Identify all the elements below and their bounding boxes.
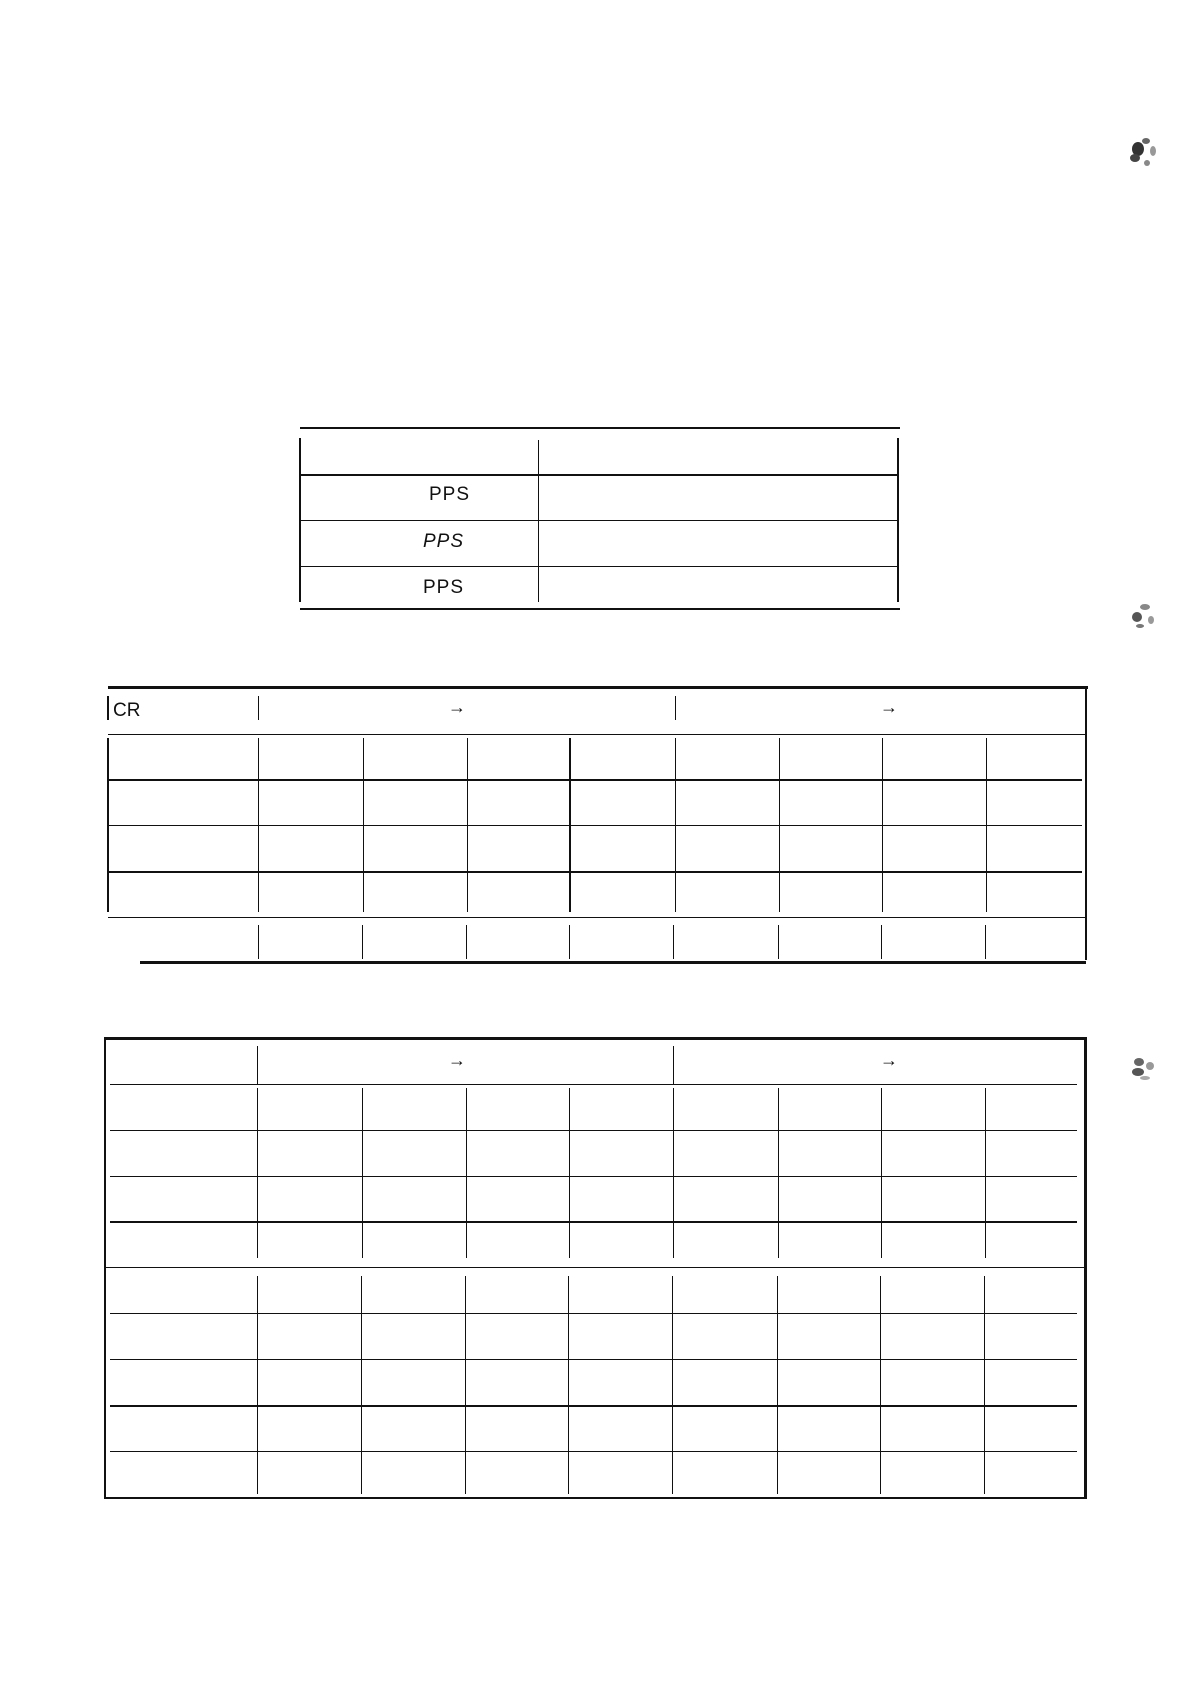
table3-row-rule xyxy=(110,1130,1077,1131)
table2-column-divider xyxy=(363,738,364,912)
punch-hole-mark xyxy=(1128,136,1164,172)
table3-right-border xyxy=(1084,1037,1087,1499)
table1-column-divider xyxy=(538,440,539,602)
table3-row-rule xyxy=(110,1221,1077,1223)
table3-column-divider xyxy=(361,1276,362,1494)
table2-header-rule xyxy=(108,734,1086,735)
table2-column-divider xyxy=(362,925,363,959)
table3-row-rule xyxy=(110,1313,1077,1314)
table3-column-divider xyxy=(672,1276,673,1494)
table3-column-divider xyxy=(985,1088,986,1258)
table3-section-rule xyxy=(106,1267,1085,1268)
table3-row-rule xyxy=(110,1176,1077,1177)
table3-column-divider xyxy=(984,1276,985,1494)
table2-column-divider xyxy=(675,738,676,912)
table1-row-rule xyxy=(300,520,898,521)
table3-group-arrow: → xyxy=(880,1050,898,1070)
table2-corner-label: CR xyxy=(113,700,141,721)
table2-group-arrow: → xyxy=(880,697,898,717)
table3-column-divider xyxy=(362,1088,363,1258)
table3-bottom-rule xyxy=(104,1497,1087,1499)
table2-group-arrow: → xyxy=(448,697,466,717)
table2-top-rule xyxy=(108,686,1088,689)
table3-column-divider xyxy=(257,1276,258,1494)
table3-left-border xyxy=(104,1037,106,1499)
table3-column-divider xyxy=(568,1276,569,1494)
table1-row-rule xyxy=(300,566,898,567)
table2-column-divider xyxy=(467,738,468,912)
table3-group-arrow: → xyxy=(448,1050,466,1070)
table1-header-rule xyxy=(300,474,898,476)
table2-column-divider xyxy=(882,738,883,912)
table2-group-divider xyxy=(675,696,676,720)
table3-header-rule xyxy=(110,1084,1077,1085)
table2-column-divider xyxy=(673,925,674,959)
table3-column-divider xyxy=(465,1276,466,1494)
table3-row-rule xyxy=(110,1451,1077,1452)
table2-row-rule xyxy=(108,779,1082,781)
table1-row-label: PPS xyxy=(423,531,465,552)
table3-column-divider xyxy=(673,1088,674,1258)
table2-row-rule xyxy=(108,825,1082,826)
table3-top-rule xyxy=(104,1037,1087,1040)
table2-column-divider xyxy=(466,925,467,959)
table2-column-divider xyxy=(569,925,570,959)
table2-column-divider xyxy=(985,925,986,959)
table2-row-rule xyxy=(108,917,1086,918)
table3-group-divider xyxy=(257,1046,258,1084)
table1-top-rule xyxy=(300,427,900,429)
punch-hole-mark xyxy=(1128,1052,1164,1088)
table2-column-divider xyxy=(258,925,259,959)
table2-column-divider xyxy=(569,738,571,912)
table3-row-rule xyxy=(110,1405,1077,1407)
table2-column-divider xyxy=(778,925,779,959)
table2-column-divider xyxy=(881,925,882,959)
table3-column-divider xyxy=(569,1088,570,1258)
table3-column-divider xyxy=(778,1088,779,1258)
table3-group-divider xyxy=(673,1046,674,1084)
table2-left-tick xyxy=(107,696,109,720)
table2-row-rule xyxy=(108,871,1082,873)
punch-hole-mark xyxy=(1128,598,1164,634)
table2-group-divider xyxy=(258,696,259,720)
table2-column-divider xyxy=(779,738,780,912)
table3-column-divider xyxy=(466,1088,467,1258)
table3-column-divider xyxy=(881,1088,882,1258)
table1-row-label: PPS xyxy=(429,484,471,505)
table3-column-divider xyxy=(257,1088,258,1258)
table3-column-divider xyxy=(777,1276,778,1494)
table2-bottom-rule xyxy=(140,961,1086,964)
table2-column-divider xyxy=(258,738,259,912)
table2-column-divider xyxy=(986,738,987,912)
table2-right-border xyxy=(1085,688,1087,960)
table3-row-rule xyxy=(110,1359,1077,1360)
table1-row-label: PPS xyxy=(423,577,465,598)
table3-column-divider xyxy=(880,1276,881,1494)
table1-bottom-rule xyxy=(300,608,900,610)
